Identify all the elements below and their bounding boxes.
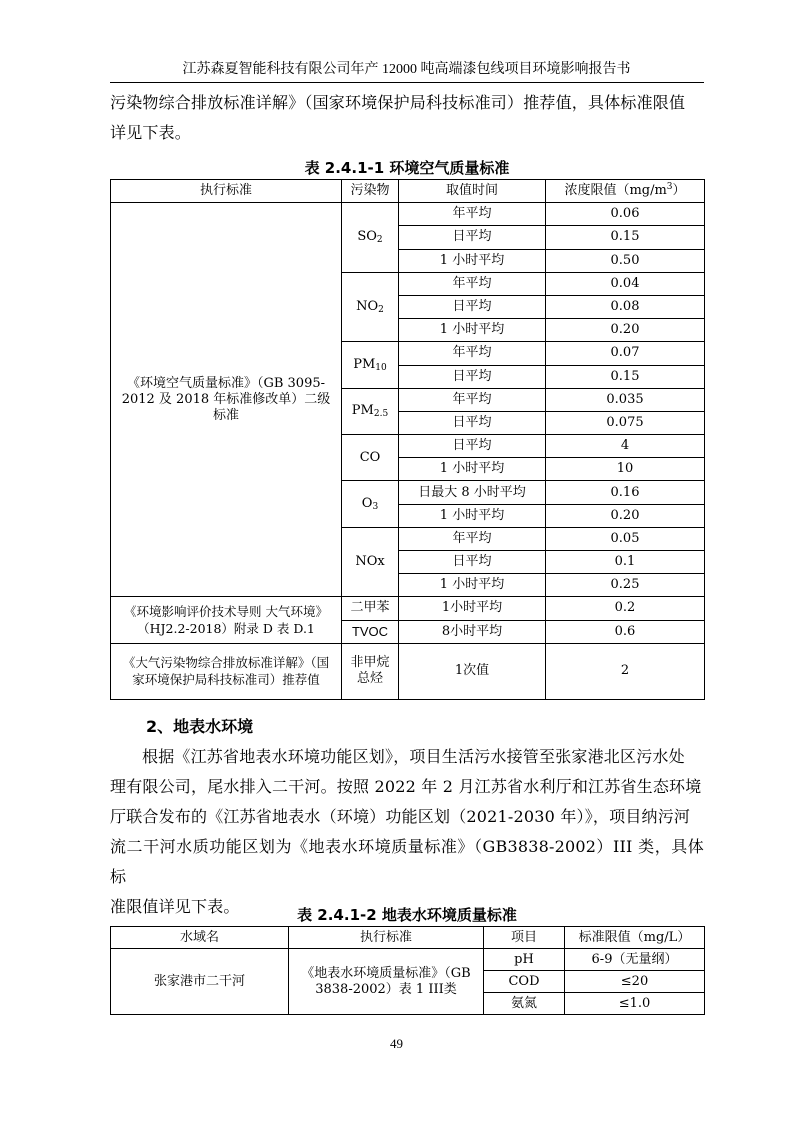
limit-cell: 0.15 [546,365,705,388]
pm10-text: PM [353,357,376,372]
time-cell: 年平均 [399,203,546,226]
section2-line-2: 理有限公司，尾水排入二干河。按照 2022 年 2 月江苏省水利厅和江苏省生态环境 [110,777,702,796]
pollutant-pm25 [342,388,399,434]
limit-cell: 0.06 [546,203,705,226]
limit-cell: 0.05 [546,527,705,550]
time-cell: 1 小时平均 [399,249,546,272]
time-cell: 1次值 [399,643,546,699]
time-cell: 日平均 [399,295,546,318]
limit-cell: 0.07 [546,342,705,365]
intro-paragraph [110,88,704,148]
surface-water-table [110,926,705,1015]
page-number: 49 [390,1036,403,1051]
limit-cell: ≤1.0 [565,993,705,1015]
intro-line-2: 详见下表。 [110,123,192,142]
pollutant-nmhc: 非甲烷总烃 [342,643,399,699]
pollutant-co: CO [342,435,399,481]
section-heading: 2、地表水环境 [146,717,254,736]
limit-cell: 0.20 [546,504,705,527]
table-header-row [111,180,705,203]
limit-cell: 0.16 [546,481,705,504]
limit-cell: 0.1 [546,551,705,574]
section2-line-1: 根据《江苏省地表水环境功能区划》，项目生活污水接管至张家港北区污水处 [142,747,685,766]
so2-text: SO [357,229,377,245]
pollutant-no2 [342,272,399,342]
header-limit [546,180,705,203]
limit-cell: 4 [546,435,705,458]
header-rule [110,82,704,83]
time-cell: 年平均 [399,388,546,411]
o3-sub: 3 [372,502,379,513]
item-cell: 氨氮 [484,993,565,1015]
time-cell: 日平均 [399,411,546,434]
ds-standard-cell: 《大气污染物综合排放标准详解》（国家环境保护局科技标准司）推荐值 [111,643,342,699]
time-cell: 1 小时平均 [399,458,546,481]
pollutant-nox: NOx [342,527,399,597]
time-cell: 1 小时平均 [399,504,546,527]
section2-line-5: 准限值详见下表。 [110,897,240,916]
air-quality-table [110,179,705,700]
time-cell: 日平均 [399,365,546,388]
time-cell: 日平均 [399,435,546,458]
page-header: 江苏森夏智能科技有限公司年产 12000 吨高端漆包线项目环境影响报告书 [182,62,631,77]
header-limit-sup: 3 [666,182,673,193]
water-name-cell: 张家港市二干河 [111,949,289,1015]
pollutant-xylene: 二甲苯 [342,597,399,620]
pm10-sub: 10 [375,363,387,373]
limit-cell: 0.04 [546,272,705,295]
item-cell: COD [484,971,565,993]
time-cell: 1小时平均 [399,597,546,620]
limit-cell: 0.15 [546,226,705,249]
table1-caption: 表 2.4.1-1 环境空气质量标准 [304,159,510,177]
so2-sub: 2 [376,235,383,246]
table-row [111,643,705,699]
table2-caption: 表 2.4.1-2 地表水环境质量标准 [297,906,517,924]
intro-line-1: 污染物综合排放标准详解》（国家环境保护局科技标准司）推荐值，具体标准限值 [110,93,686,112]
limit-cell: 0.08 [546,295,705,318]
limit-cell: 2 [546,643,705,699]
limit-cell: 0.50 [546,249,705,272]
section2-line-3: 厅联合发布的《江苏省地表水（环境）功能区划（2021-2030 年）》，项目纳污河 [110,807,691,826]
limit-cell: 0.20 [546,319,705,342]
time-cell: 年平均 [399,272,546,295]
header-limit-suffix: ） [672,183,686,199]
header-time: 取值时间 [399,180,546,203]
section2-line-4: 流二干河水质功能区划为《地表水环境质量标准》（GB3838-2002）III 类，具体标 [110,837,704,886]
pm25-sub: 2.5 [373,409,389,420]
limit-cell: 0.6 [546,620,705,643]
water-standard-cell: 《地表水环境质量标准》（GB 3838-2002）表 1 III类 [289,949,484,1015]
table-row [111,597,705,620]
limit-cell: 0.2 [546,597,705,620]
time-cell: 8小时平均 [399,620,546,643]
table-row [111,203,705,226]
limit-cell: 0.035 [546,388,705,411]
header-item: 项目 [484,927,565,949]
item-cell: pH [484,949,565,971]
time-cell: 年平均 [399,342,546,365]
limit-cell: 0.075 [546,411,705,434]
limit-cell: 6-9（无量纲） [565,949,705,971]
pollutant-o3 [342,481,399,527]
no2-sub: 2 [378,305,384,316]
pm25-text: PM [351,403,374,419]
limit-cell: 0.25 [546,574,705,597]
gb-standard-cell: 《环境空气质量标准》（GB 3095-2012 及 2018 年标准修改单）二级标准 [111,203,342,597]
time-cell: 1 小时平均 [399,574,546,597]
header-limit-text: 浓度限值（mg/m [564,183,667,199]
limit-cell: 10 [546,458,705,481]
pollutant-tvoc: TVOC [342,620,399,643]
no2-text: NO [356,299,379,315]
time-cell: 年平均 [399,527,546,550]
pollutant-so2 [342,203,399,273]
o3-text: O [361,496,373,512]
header-limit: 标准限值（mg/L） [565,927,705,949]
time-cell: 日平均 [399,551,546,574]
limit-cell: ≤20 [565,971,705,993]
time-cell: 日平均 [399,226,546,249]
hj-standard-cell: 《环境影响评价技术导则 大气环境》（HJ2.2-2018）附录 D 表 D.1 [111,597,342,643]
section2-paragraph [110,742,704,922]
table-header-row [111,927,705,949]
header-standard: 执行标准 [289,927,484,949]
pollutant-pm10 [342,342,399,388]
header-water: 水域名 [111,927,289,949]
table-row [111,949,705,971]
header-pollutant: 污染物 [342,180,399,203]
time-cell: 1 小时平均 [399,319,546,342]
time-cell: 日最大 8 小时平均 [399,481,546,504]
header-standard: 执行标准 [111,180,342,203]
